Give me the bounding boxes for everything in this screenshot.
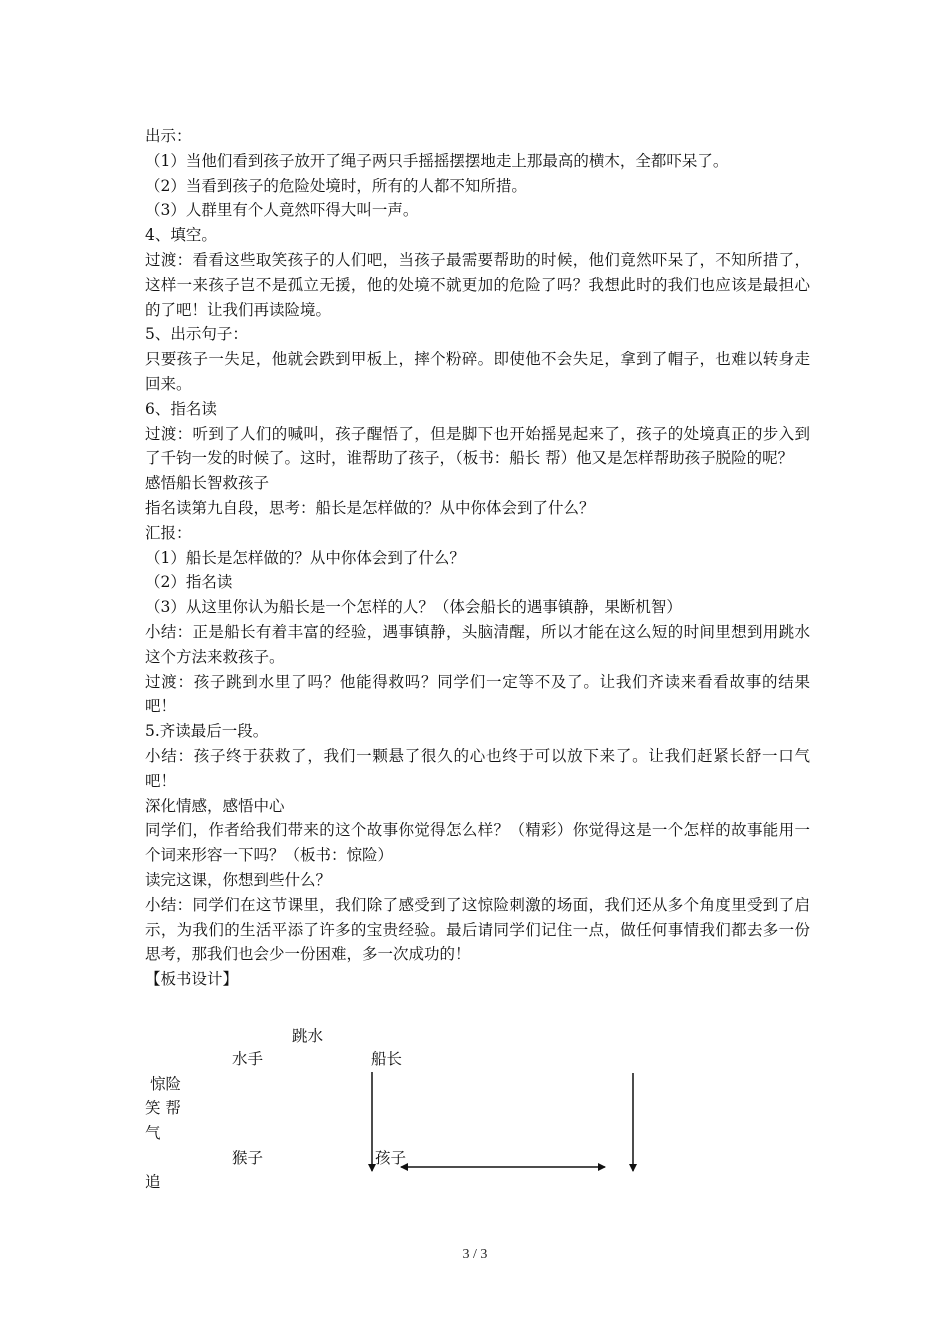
- text-line: 汇报：: [145, 523, 192, 542]
- board-label-chase: 追: [145, 1173, 161, 1191]
- text-line: （2）指名读: [145, 573, 233, 592]
- board-label-sailor: 水手: [232, 1050, 264, 1068]
- page-number: 3 / 3: [462, 1247, 488, 1262]
- paragraph: 同学们，作者给我们带来的这个故事你觉得怎么样？（精彩）你觉得这是一个怎样的故事能用一个词来形容一下吗？（板书：惊险）: [145, 821, 810, 865]
- paragraph: 过渡：孩子跳到水里了吗？他能得救吗？同学们一定等不及了。让我们齐读来看看故事的结果吧！: [145, 672, 810, 716]
- paragraph: 小结：同学们在这节课里，我们除了感受到了这惊险刺激的场面，我们还从多个角度里受到了启示，为我们的生活平添了许多的宝贵经验。最后请同学们记住一点，做任何事情我们都去多一份思考，那我们也会少一份困难，多一次成功的！: [145, 895, 810, 964]
- text-line: 6、指名读: [145, 399, 217, 418]
- text-line: 深化情感，感悟中心: [145, 796, 285, 815]
- text-line: （1）当他们看到孩子放开了绳子两只手摇摇摆摆地走上那最高的横木，全都吓呆了。: [145, 151, 729, 170]
- board-label-captain: 船长: [371, 1050, 403, 1068]
- text-line: （2）当看到孩子的危险处境时，所有的人都不知所措。: [145, 176, 527, 195]
- text-line: 5、出示句子：: [145, 325, 248, 344]
- document-body: [145, 124, 810, 992]
- paragraph: 小结：正是船长有着丰富的经验，遇事镇静，头脑清醒，所以才能在这么短的时间里想到用跳水这个方法来救孩子。: [145, 622, 810, 666]
- board-label-monkey: 猴子: [232, 1149, 264, 1167]
- text-line: （3）人群里有个人竟然吓得大叫一声。: [145, 201, 419, 220]
- board-label-anger: 气: [145, 1124, 161, 1142]
- text-line: 读完这课，你想到些什么？: [145, 870, 332, 889]
- paragraph: 过渡：看看这些取笑孩子的人们吧，当孩子最需要帮助的时候，他们竟然吓呆了，不知所措了，这样一来孩子岂不是孤立无援，他的处境不就更加的危险了吗？我想此时的我们也应该是最担心的了吧！让我们再读险境。: [145, 250, 810, 319]
- board-label-laugh-help: 笑 帮: [145, 1099, 181, 1117]
- text-line: 【板书设计】: [145, 970, 239, 989]
- text-line: （3）从这里你认为船长是一个怎样的人？（体会船长的遇事镇静，果断机智）: [145, 598, 682, 617]
- text-line: 5.齐读最后一段。: [145, 722, 269, 741]
- board-design-diagram: [145, 1020, 665, 1200]
- paragraph: 只要孩子一失足，他就会跌到甲板上，摔个粉碎。即使他不会失足，拿到了帽子，也难以转身走回来。: [145, 350, 810, 393]
- text-line: 出示：: [145, 127, 192, 145]
- board-label-thrilling: 惊险: [150, 1075, 182, 1093]
- text-line: （1）船长是怎样做的？从中你体会到了什么？: [145, 548, 465, 567]
- paragraph: 小结：孩子终于获救了，我们一颗悬了很久的心也终于可以放下来了。让我们赶紧长舒一口气吧！: [145, 746, 810, 790]
- text-line: 指名读第九自段，思考：船长是怎样做的？从中你体会到了什么？: [145, 498, 595, 517]
- text-line: 4、填空。: [145, 226, 217, 245]
- text-line: 感悟船长智救孩子: [145, 474, 270, 493]
- board-label-jump: 跳水: [292, 1027, 324, 1045]
- board-arrows: [145, 1020, 665, 1200]
- board-label-child: 孩子: [375, 1149, 407, 1167]
- paragraph: 过渡：听到了人们的喊叫，孩子醒悟了，但是脚下也开始摇晃起来了，孩子的处境真正的步入到了千钧一发的时候了。这时，谁帮助了孩子，（板书：船长 帮）他又是怎样帮助孩子脱险的呢？: [145, 424, 810, 468]
